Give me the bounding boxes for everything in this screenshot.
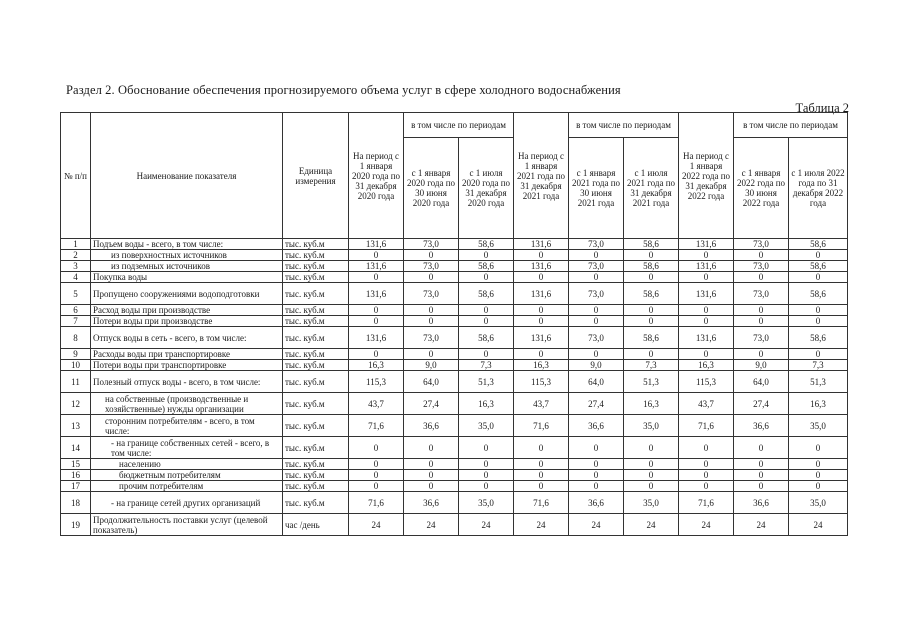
unit-cell: тыс. куб.м xyxy=(283,239,349,250)
value-cell: 0 xyxy=(459,316,514,327)
value-cell: 24 xyxy=(514,514,569,536)
value-cell: 0 xyxy=(349,437,404,459)
value-cell: 131,6 xyxy=(514,261,569,272)
value-cell: 0 xyxy=(569,250,624,261)
value-cell: 0 xyxy=(349,481,404,492)
value-cell: 0 xyxy=(404,470,459,481)
value-cell: 115,3 xyxy=(514,371,569,393)
unit-cell: тыс. куб.м xyxy=(283,272,349,283)
value-cell: 0 xyxy=(734,349,789,360)
value-cell: 7,3 xyxy=(624,360,679,371)
value-cell: 0 xyxy=(679,250,734,261)
value-cell: 64,0 xyxy=(734,371,789,393)
value-cell: 131,6 xyxy=(349,261,404,272)
value-cell: 0 xyxy=(679,349,734,360)
unit-cell: тыс. куб.м xyxy=(283,316,349,327)
value-cell: 0 xyxy=(624,459,679,470)
value-cell: 16,3 xyxy=(624,393,679,415)
value-cell: 0 xyxy=(514,470,569,481)
unit-cell: тыс. куб.м xyxy=(283,393,349,415)
unit-cell: тыс. куб.м xyxy=(283,481,349,492)
table-row xyxy=(61,514,848,536)
row-number: 1 xyxy=(61,239,91,250)
value-cell: 0 xyxy=(349,305,404,316)
indicator-name: сторонним потребителям - всего, в том числе: xyxy=(91,415,283,437)
table-row xyxy=(61,360,848,371)
value-cell: 35,0 xyxy=(789,415,848,437)
value-cell: 24 xyxy=(459,514,514,536)
row-number: 6 xyxy=(61,305,91,316)
table-row xyxy=(61,393,848,415)
value-cell: 0 xyxy=(624,250,679,261)
value-cell: 71,6 xyxy=(514,492,569,514)
value-cell: 131,6 xyxy=(349,283,404,305)
value-cell: 58,6 xyxy=(459,261,514,272)
value-cell: 27,4 xyxy=(569,393,624,415)
value-cell: 43,7 xyxy=(349,393,404,415)
value-cell: 51,3 xyxy=(459,371,514,393)
value-cell: 36,6 xyxy=(734,492,789,514)
value-cell: 73,0 xyxy=(569,327,624,349)
value-cell: 131,6 xyxy=(514,239,569,250)
value-cell: 73,0 xyxy=(404,239,459,250)
value-cell: 0 xyxy=(624,437,679,459)
value-cell: 0 xyxy=(459,272,514,283)
value-cell: 71,6 xyxy=(349,415,404,437)
table-row xyxy=(61,437,848,459)
value-cell: 16,3 xyxy=(679,360,734,371)
indicator-name: прочим потребителям xyxy=(91,481,283,492)
table-row xyxy=(61,415,848,437)
value-cell: 0 xyxy=(459,437,514,459)
unit-cell: тыс. куб.м xyxy=(283,415,349,437)
value-cell: 0 xyxy=(789,250,848,261)
indicator-name: бюджетным потребителям xyxy=(91,470,283,481)
indicator-name: Потери воды при производстве xyxy=(91,316,283,327)
table-row xyxy=(61,371,848,393)
value-cell: 43,7 xyxy=(679,393,734,415)
table-row xyxy=(61,470,848,481)
value-cell: 73,0 xyxy=(569,239,624,250)
indicator-name: Подъем воды - всего, в том числе: xyxy=(91,239,283,250)
row-number: 2 xyxy=(61,250,91,261)
unit-cell: тыс. куб.м xyxy=(283,327,349,349)
value-cell: 0 xyxy=(624,305,679,316)
table-row xyxy=(61,492,848,514)
row-number: 10 xyxy=(61,360,91,371)
value-cell: 0 xyxy=(679,481,734,492)
row-number: 11 xyxy=(61,371,91,393)
col-periods-2021-header: в том числе по периодам xyxy=(569,113,679,138)
unit-cell: тыс. куб.м xyxy=(283,371,349,393)
table-row xyxy=(61,327,848,349)
value-cell: 24 xyxy=(679,514,734,536)
value-cell: 0 xyxy=(734,437,789,459)
value-cell: 64,0 xyxy=(404,371,459,393)
value-cell: 0 xyxy=(789,272,848,283)
value-cell: 58,6 xyxy=(789,239,848,250)
value-cell: 36,6 xyxy=(734,415,789,437)
col-h2-2021-header: с 1 июля 2021 года по 31 декабря 2021 года xyxy=(624,138,679,239)
unit-cell: тыс. куб.м xyxy=(283,437,349,459)
value-cell: 0 xyxy=(679,316,734,327)
table-row xyxy=(61,272,848,283)
value-cell: 0 xyxy=(514,437,569,459)
value-cell: 73,0 xyxy=(734,239,789,250)
value-cell: 51,3 xyxy=(789,371,848,393)
value-cell: 0 xyxy=(679,459,734,470)
value-cell: 73,0 xyxy=(734,327,789,349)
value-cell: 58,6 xyxy=(789,327,848,349)
indicator-name: на собственные (производственные и хозяйственные) нужды организации xyxy=(91,393,283,415)
unit-cell: час /день xyxy=(283,514,349,536)
row-number: 19 xyxy=(61,514,91,536)
value-cell: 35,0 xyxy=(459,492,514,514)
table-row xyxy=(61,481,848,492)
value-cell: 0 xyxy=(569,459,624,470)
table-row xyxy=(61,239,848,250)
value-cell: 0 xyxy=(569,349,624,360)
value-cell: 0 xyxy=(349,459,404,470)
indicator-name: Пропущено сооружениями водоподготовки xyxy=(91,283,283,305)
value-cell: 0 xyxy=(789,470,848,481)
value-cell: 35,0 xyxy=(789,492,848,514)
value-cell: 0 xyxy=(789,481,848,492)
value-cell: 0 xyxy=(404,437,459,459)
value-cell: 7,3 xyxy=(459,360,514,371)
value-cell: 16,3 xyxy=(349,360,404,371)
value-cell: 36,6 xyxy=(404,492,459,514)
col-year-2020-header: На период с 1 января 2020 года по 31 декабря 2020 года xyxy=(349,113,404,239)
value-cell: 16,3 xyxy=(789,393,848,415)
table-row xyxy=(61,261,848,272)
indicator-name: - на границе собственных сетей - всего, в том числе: xyxy=(91,437,283,459)
value-cell: 0 xyxy=(624,272,679,283)
col-h2-2020-header: с 1 июля 2020 года по 31 декабря 2020 года xyxy=(459,138,514,239)
value-cell: 24 xyxy=(624,514,679,536)
value-cell: 71,6 xyxy=(514,415,569,437)
value-cell: 131,6 xyxy=(514,283,569,305)
value-cell: 0 xyxy=(404,481,459,492)
row-number: 12 xyxy=(61,393,91,415)
unit-cell: тыс. куб.м xyxy=(283,470,349,481)
table-row xyxy=(61,459,848,470)
indicator-name: Полезный отпуск воды - всего, в том числе: xyxy=(91,371,283,393)
value-cell: 131,6 xyxy=(349,239,404,250)
row-number: 14 xyxy=(61,437,91,459)
value-cell: 24 xyxy=(734,514,789,536)
value-cell: 58,6 xyxy=(789,261,848,272)
value-cell: 0 xyxy=(679,437,734,459)
value-cell: 58,6 xyxy=(459,283,514,305)
value-cell: 0 xyxy=(789,316,848,327)
value-cell: 0 xyxy=(734,481,789,492)
value-cell: 0 xyxy=(734,459,789,470)
value-cell: 73,0 xyxy=(404,261,459,272)
indicator-name: Покупка воды xyxy=(91,272,283,283)
value-cell: 0 xyxy=(679,470,734,481)
col-h1-2021-header: с 1 января 2021 года по 30 июня 2021 года xyxy=(569,138,624,239)
value-cell: 0 xyxy=(734,305,789,316)
col-year-2022-header: На период с 1 января 2022 года по 31 декабря 2022 года xyxy=(679,113,734,239)
row-number: 8 xyxy=(61,327,91,349)
value-cell: 0 xyxy=(459,470,514,481)
value-cell: 71,6 xyxy=(349,492,404,514)
value-cell: 0 xyxy=(349,470,404,481)
indicator-name: Потери воды при транспортировке xyxy=(91,360,283,371)
value-cell: 0 xyxy=(624,316,679,327)
value-cell: 0 xyxy=(404,349,459,360)
value-cell: 73,0 xyxy=(404,283,459,305)
value-cell: 0 xyxy=(569,305,624,316)
value-cell: 0 xyxy=(679,305,734,316)
value-cell: 0 xyxy=(789,305,848,316)
value-cell: 0 xyxy=(514,305,569,316)
value-cell: 115,3 xyxy=(349,371,404,393)
value-cell: 0 xyxy=(789,459,848,470)
value-cell: 0 xyxy=(514,349,569,360)
value-cell: 0 xyxy=(404,272,459,283)
value-cell: 24 xyxy=(349,514,404,536)
value-cell: 0 xyxy=(459,305,514,316)
value-cell: 27,4 xyxy=(404,393,459,415)
value-cell: 36,6 xyxy=(569,492,624,514)
value-cell: 0 xyxy=(404,316,459,327)
row-number: 3 xyxy=(61,261,91,272)
col-h2-2022-header: с 1 июля 2022 года по 31 декабря 2022 года xyxy=(789,138,848,239)
value-cell: 0 xyxy=(404,459,459,470)
value-cell: 58,6 xyxy=(624,239,679,250)
value-cell: 0 xyxy=(514,272,569,283)
value-cell: 0 xyxy=(624,349,679,360)
value-cell: 0 xyxy=(514,459,569,470)
value-cell: 58,6 xyxy=(459,327,514,349)
value-cell: 36,6 xyxy=(404,415,459,437)
row-number: 4 xyxy=(61,272,91,283)
value-cell: 0 xyxy=(569,272,624,283)
row-number: 16 xyxy=(61,470,91,481)
value-cell: 0 xyxy=(349,349,404,360)
row-number: 18 xyxy=(61,492,91,514)
value-cell: 73,0 xyxy=(569,283,624,305)
value-cell: 58,6 xyxy=(459,239,514,250)
value-cell: 131,6 xyxy=(679,239,734,250)
value-cell: 131,6 xyxy=(679,327,734,349)
row-number: 7 xyxy=(61,316,91,327)
indicator-name: Отпуск воды в сеть - всего, в том числе: xyxy=(91,327,283,349)
value-cell: 0 xyxy=(569,481,624,492)
value-cell: 64,0 xyxy=(569,371,624,393)
table-row xyxy=(61,283,848,305)
unit-cell: тыс. куб.м xyxy=(283,305,349,316)
value-cell: 71,6 xyxy=(679,415,734,437)
row-number: 5 xyxy=(61,283,91,305)
col-name-header: Наименование показателя xyxy=(91,113,283,239)
value-cell: 0 xyxy=(624,470,679,481)
value-cell: 0 xyxy=(569,470,624,481)
value-cell: 9,0 xyxy=(569,360,624,371)
value-cell: 0 xyxy=(789,437,848,459)
value-cell: 0 xyxy=(734,250,789,261)
value-cell: 0 xyxy=(459,349,514,360)
row-number: 9 xyxy=(61,349,91,360)
unit-cell: тыс. куб.м xyxy=(283,250,349,261)
value-cell: 58,6 xyxy=(789,283,848,305)
value-cell: 71,6 xyxy=(679,492,734,514)
unit-cell: тыс. куб.м xyxy=(283,261,349,272)
value-cell: 0 xyxy=(514,481,569,492)
value-cell: 115,3 xyxy=(679,371,734,393)
table-row xyxy=(61,250,848,261)
value-cell: 0 xyxy=(514,316,569,327)
value-cell: 0 xyxy=(349,250,404,261)
section-heading: Раздел 2. Обоснование обеспечения прогнозируемого объема услуг в сфере холодного водоснабжения xyxy=(66,83,621,97)
value-cell: 16,3 xyxy=(514,360,569,371)
value-cell: 73,0 xyxy=(569,261,624,272)
value-cell: 0 xyxy=(734,316,789,327)
value-cell: 7,3 xyxy=(789,360,848,371)
unit-cell: тыс. куб.м xyxy=(283,492,349,514)
value-cell: 36,6 xyxy=(569,415,624,437)
value-cell: 73,0 xyxy=(404,327,459,349)
table-row xyxy=(61,316,848,327)
value-cell: 0 xyxy=(349,272,404,283)
value-cell: 35,0 xyxy=(459,415,514,437)
col-unit-header: Единица измерения xyxy=(283,113,349,239)
value-cell: 9,0 xyxy=(404,360,459,371)
value-cell: 73,0 xyxy=(734,261,789,272)
value-cell: 35,0 xyxy=(624,492,679,514)
value-cell: 27,4 xyxy=(734,393,789,415)
value-cell: 0 xyxy=(569,316,624,327)
value-cell: 0 xyxy=(459,250,514,261)
unit-cell: тыс. куб.м xyxy=(283,349,349,360)
value-cell: 0 xyxy=(459,459,514,470)
table-body xyxy=(61,239,848,536)
row-number: 17 xyxy=(61,481,91,492)
value-cell: 0 xyxy=(569,437,624,459)
value-cell: 131,6 xyxy=(679,261,734,272)
col-year-2021-header: На период с 1 января 2021 года по 31 декабря 2021 года xyxy=(514,113,569,239)
value-cell: 0 xyxy=(734,470,789,481)
row-number: 13 xyxy=(61,415,91,437)
row-number: 15 xyxy=(61,459,91,470)
unit-cell: тыс. куб.м xyxy=(283,459,349,470)
indicator-name: из поверхностных источников xyxy=(91,250,283,261)
value-cell: 131,6 xyxy=(514,327,569,349)
col-periods-2022-header: в том числе по периодам xyxy=(734,113,848,138)
unit-cell: тыс. куб.м xyxy=(283,283,349,305)
value-cell: 0 xyxy=(404,305,459,316)
water-supply-table xyxy=(60,112,848,536)
value-cell: 58,6 xyxy=(624,327,679,349)
value-cell: 0 xyxy=(404,250,459,261)
table-label: Таблица 2 xyxy=(795,101,849,115)
indicator-name: Расходы воды при транспортировке xyxy=(91,349,283,360)
value-cell: 24 xyxy=(404,514,459,536)
indicator-name: Продолжительность поставки услуг (целевой показатель) xyxy=(91,514,283,536)
table-row xyxy=(61,349,848,360)
value-cell: 0 xyxy=(679,272,734,283)
value-cell: 58,6 xyxy=(624,261,679,272)
value-cell: 43,7 xyxy=(514,393,569,415)
value-cell: 35,0 xyxy=(624,415,679,437)
value-cell: 0 xyxy=(349,316,404,327)
indicator-name: населению xyxy=(91,459,283,470)
value-cell: 16,3 xyxy=(459,393,514,415)
value-cell: 73,0 xyxy=(734,283,789,305)
value-cell: 0 xyxy=(624,481,679,492)
col-num-header: № п/п xyxy=(61,113,91,239)
value-cell: 131,6 xyxy=(679,283,734,305)
value-cell: 24 xyxy=(789,514,848,536)
value-cell: 51,3 xyxy=(624,371,679,393)
value-cell: 131,6 xyxy=(349,327,404,349)
indicator-name: Расход воды при производстве xyxy=(91,305,283,316)
value-cell: 0 xyxy=(514,250,569,261)
indicator-name: из подземных источников xyxy=(91,261,283,272)
value-cell: 58,6 xyxy=(624,283,679,305)
indicator-name: - на границе сетей других организаций xyxy=(91,492,283,514)
col-h1-2020-header: с 1 января 2020 года по 30 июня 2020 года xyxy=(404,138,459,239)
value-cell: 0 xyxy=(459,481,514,492)
value-cell: 0 xyxy=(789,349,848,360)
value-cell: 9,0 xyxy=(734,360,789,371)
value-cell: 0 xyxy=(734,272,789,283)
col-h1-2022-header: с 1 января 2022 года по 30 июня 2022 года xyxy=(734,138,789,239)
col-periods-2020-header: в том числе по периодам xyxy=(404,113,514,138)
unit-cell: тыс. куб.м xyxy=(283,360,349,371)
table-row xyxy=(61,305,848,316)
value-cell: 24 xyxy=(569,514,624,536)
